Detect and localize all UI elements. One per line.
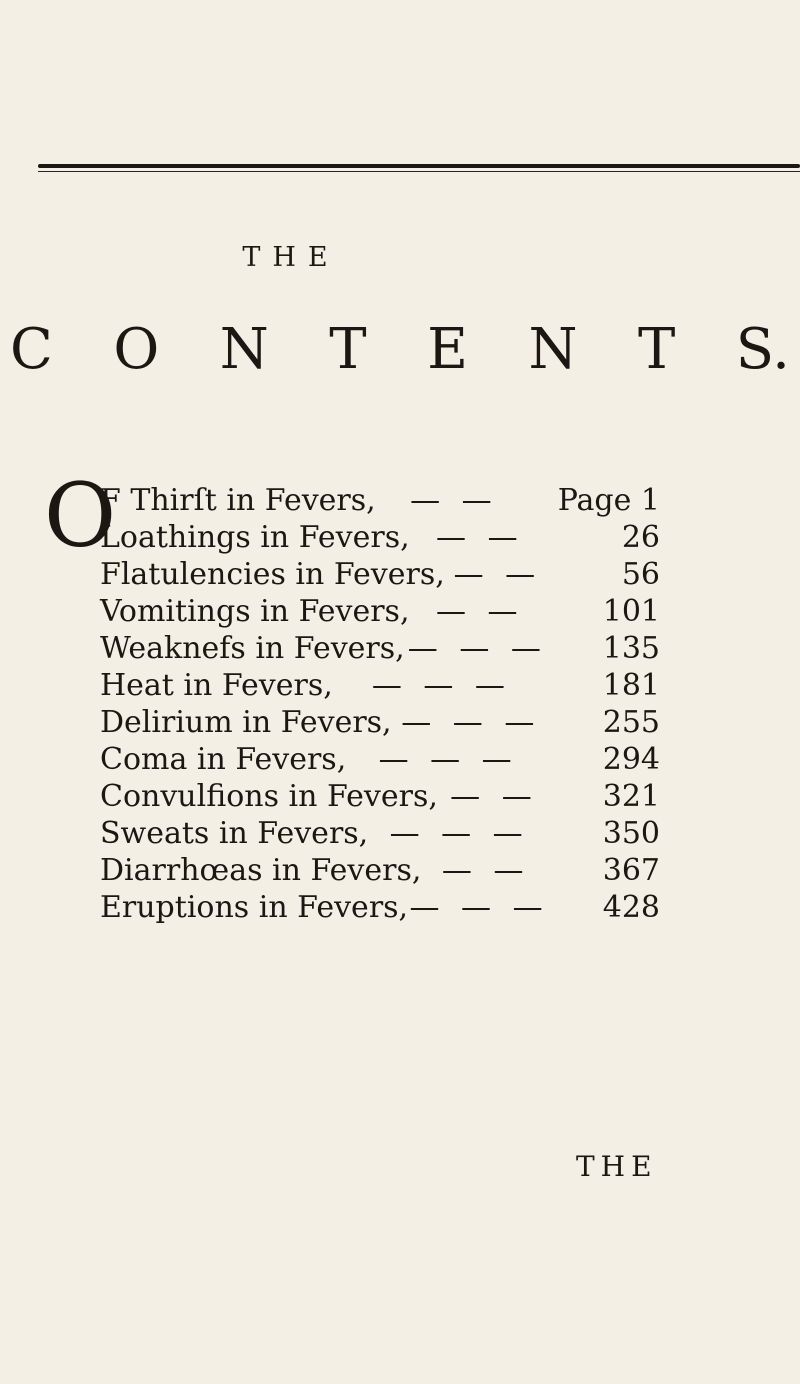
- entry-title: Loathings in Fevers,: [100, 520, 410, 555]
- contents-entry: [100, 889, 660, 926]
- entry-title: Convulfions in Fevers,: [100, 779, 438, 814]
- entry-page: 350: [602, 816, 660, 851]
- contents-list: [100, 482, 660, 926]
- entry-page: 26: [621, 520, 660, 555]
- entry-leader: — —: [441, 853, 530, 888]
- entry-leader: — — —: [371, 668, 511, 703]
- heading-letter: T: [637, 317, 676, 382]
- entry-leader: — —: [450, 779, 538, 814]
- contents-entry: [100, 852, 660, 889]
- heading-letter: O: [113, 317, 160, 382]
- heading-letter: C: [10, 317, 53, 382]
- contents-entry: [100, 482, 660, 519]
- heading-letter: S.: [735, 317, 790, 382]
- entry-title: Sweats in Fevers,: [100, 816, 369, 851]
- entry-leader: — — —: [389, 816, 529, 851]
- entry-page: 367: [602, 853, 660, 888]
- entry-title: Eruptions in Fevers,: [100, 890, 409, 925]
- contents-entry: [100, 630, 660, 667]
- entry-leader: — — —: [378, 742, 518, 777]
- entry-title: Heat in Fevers,: [100, 668, 333, 703]
- entry-page: 255: [602, 705, 660, 740]
- contents-entry: [100, 741, 660, 778]
- entry-leader: — —: [410, 483, 498, 518]
- entry-page: 294: [602, 742, 660, 777]
- entry-title: Coma in Fevers,: [100, 742, 347, 777]
- entry-title: Weaknefs in Fevers,: [100, 631, 405, 666]
- heading-the: THE: [242, 242, 340, 273]
- entry-title: Diarrhœas in Fevers,: [100, 853, 422, 888]
- entry-page: 135: [602, 631, 660, 666]
- entry-page: Page 1: [557, 483, 660, 518]
- entry-page: 428: [602, 890, 660, 925]
- contents-entry: [100, 593, 660, 630]
- contents-entry: [100, 519, 660, 556]
- entry-leader: — — —: [407, 631, 547, 666]
- heading-letter: E: [427, 317, 468, 382]
- heading-letter: N: [219, 317, 269, 382]
- entry-leader: — —: [435, 594, 524, 629]
- contents-entry: [100, 667, 660, 704]
- contents-entry: [100, 815, 660, 852]
- heading-contents: [10, 317, 790, 382]
- entry-page: 321: [602, 779, 660, 814]
- entry-title: Delirium in Fevers,: [100, 705, 392, 740]
- drop-cap: O: [44, 464, 117, 567]
- top-rule: [38, 164, 800, 168]
- entry-leader: — — —: [409, 890, 549, 925]
- top-rule-thin: [38, 171, 800, 172]
- catchword: THE: [576, 1150, 658, 1183]
- entry-title: Flatulencies in Fevers,: [100, 557, 445, 592]
- contents-entry: [100, 556, 660, 593]
- entry-title: Vomitings in Fevers,: [100, 594, 410, 629]
- entry-leader: — —: [453, 557, 542, 592]
- entry-leader: — — —: [401, 705, 541, 740]
- heading-letter: N: [528, 317, 578, 382]
- contents-entry: [100, 778, 660, 815]
- entry-leader: — —: [436, 520, 524, 555]
- contents-entry: [100, 704, 660, 741]
- entry-page: 56: [621, 557, 660, 592]
- heading-letter: T: [329, 317, 367, 382]
- entry-page: 181: [602, 668, 660, 703]
- entry-page: 101: [602, 594, 660, 629]
- entry-title: F Thirſt in Fevers,: [100, 483, 376, 518]
